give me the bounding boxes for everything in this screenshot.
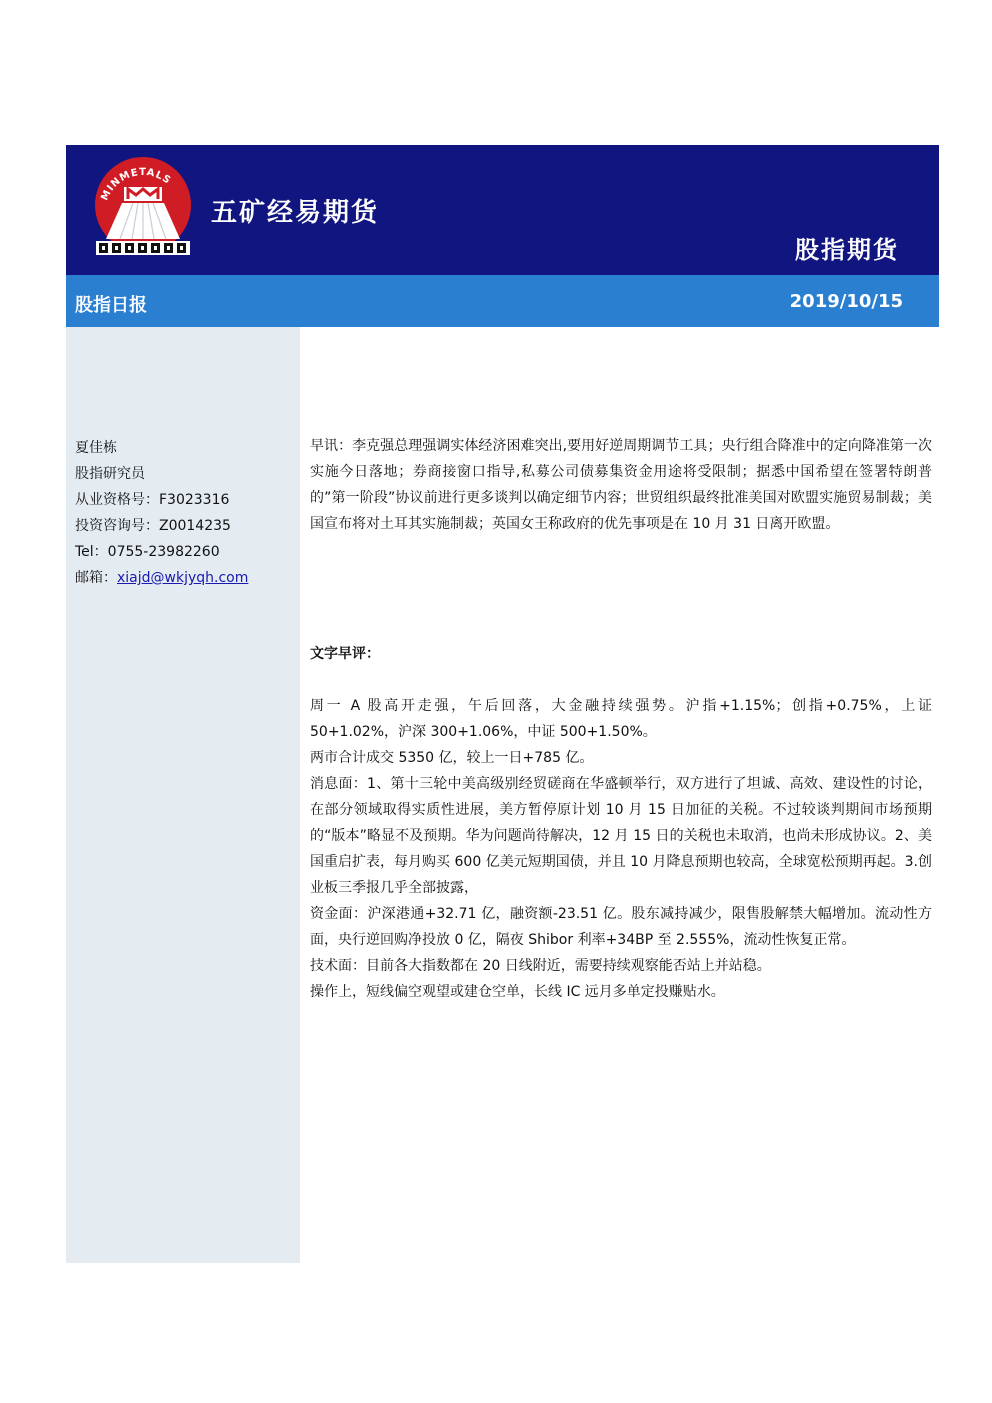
email-link[interactable]: xiajd@wkjyqh.com (117, 570, 249, 586)
author-info (75, 435, 248, 591)
email-label: 邮箱： (75, 570, 117, 586)
product-name: 股指期货 (795, 236, 899, 264)
body-paragraph: 技术面：目前各大指数都在 20 日线附近，需要持续观察能否站上并站稳。 (310, 958, 771, 974)
report-subheader (66, 275, 939, 327)
morning-news: 早讯：李克强总理强调实体经济困难突出,要用好逆周期调节工具；央行组合降准中的定向降准第一次实施今日落地；券商接窗口指导,私募公司债募集资金用途将受限制；据悉中国希望在签署特朗普的”第一阶段”协议前进行更多谈判以确定细节内容；世贸组织最终批准美国对欧盟实施贸易制裁；美国宣布将对土耳其实施制裁；英国女王称政府的优先事项是在 10 月 31 日离开欧盟。 (310, 438, 932, 532)
author-tel: Tel：0755-23982260 (75, 544, 220, 560)
author-advisory: 投资咨询号：Z0014235 (75, 518, 231, 534)
body-paragraph: 操作上，短线偏空观望或建仓空单，长线 IC 远月多单定投赚贴水。 (310, 984, 725, 1000)
report-body (310, 433, 932, 1005)
company-name: 五矿经易期货 (211, 198, 380, 228)
author-name: 夏佳栋 (75, 440, 117, 456)
body-paragraph: 消息面：1、第十三轮中美高级别经贸磋商在华盛顿举行，双方进行了坦诚、高效、建设性的讨论，在部分领域取得实质性进展，美方暂停原计划 10 月 15 日加征的关税。不过较谈判期间市场预期的“版本”略显不及预期。华为问题尚待解决，12 月 15 日的关税也未取消，也尚未形成协议。2、美国重启扩表，每月购买 600 亿美元短期国债，并且 10 月降息预期也较高，全球宽松预期再起。3.创业板三季报几乎全部披露， (310, 776, 932, 896)
report-header (66, 145, 939, 275)
logo-text: MINMETALS (99, 166, 173, 203)
author-email-row (75, 565, 248, 591)
body-paragraph: 两市合计成交 5350 亿，较上一日+785 亿。 (310, 750, 594, 766)
section-title: 文字早评： (310, 646, 380, 662)
author-title: 股指研究员 (75, 466, 145, 482)
report-date: 2019/10/15 (789, 291, 903, 312)
author-license: 从业资格号：F3023316 (75, 492, 230, 508)
body-paragraph: 资金面：沪深港通+32.71 亿，融资额-23.51 亿。股东减持减少，限售股解禁大幅增加。流动性方面，央行逆回购净投放 0 亿，隔夜 Shibor 利率+34BP 至 2.555%，流动性恢复正常。 (310, 906, 932, 948)
author-sidebar (66, 327, 300, 1263)
body-paragraph: 周一 A 股高开走强，午后回落，大金融持续强势。沪指+1.15%；创指+0.75%，上证 50+1.02%，沪深 300+1.06%，中证 500+1.50%。 (310, 698, 932, 740)
company-logo (88, 153, 198, 263)
report-type: 股指日报 (75, 295, 147, 316)
